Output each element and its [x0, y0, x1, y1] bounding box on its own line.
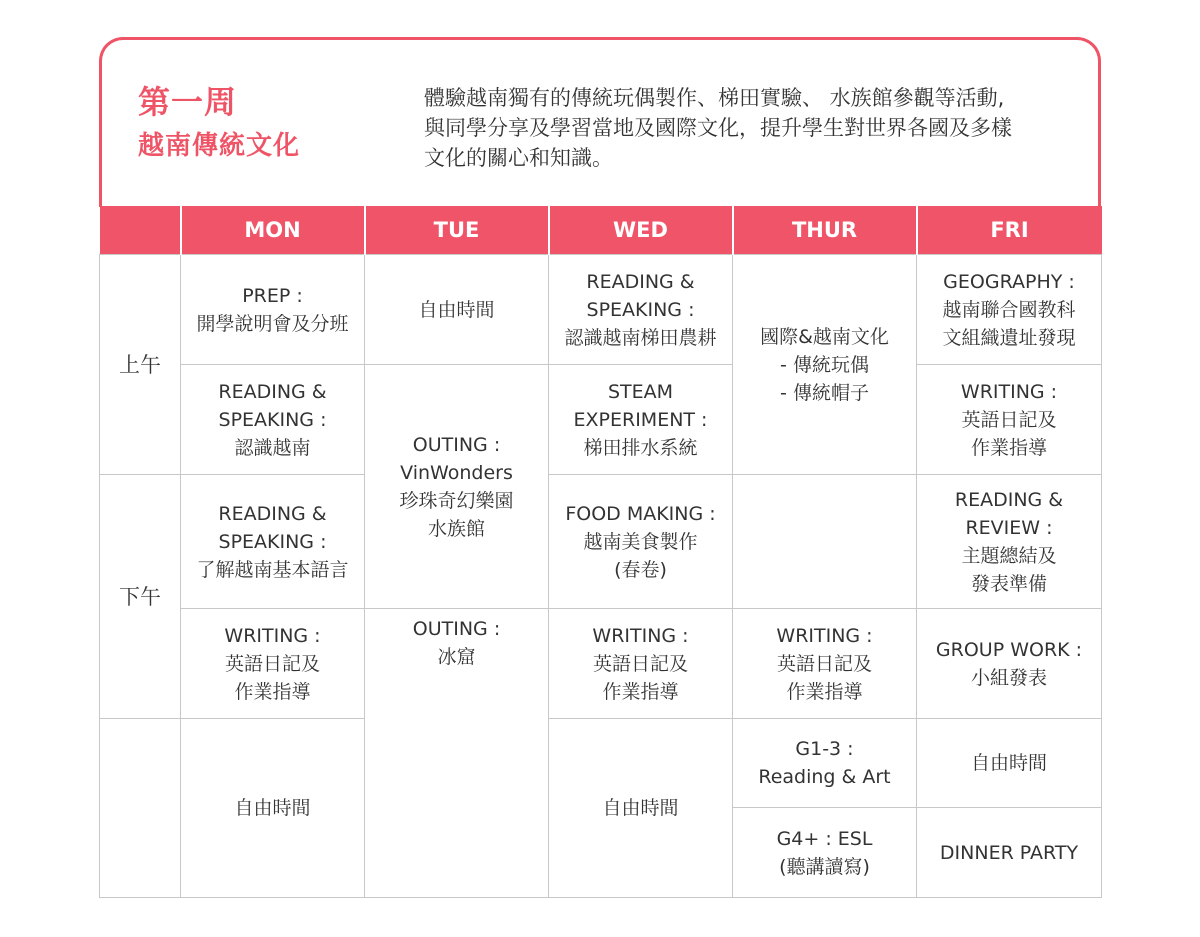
cell-fri-slot5a — [917, 719, 1102, 808]
cell-thur-morning — [733, 255, 917, 475]
schedule-row — [100, 475, 1102, 609]
description-line: 與同學分享及學習當地及國際文化，提升學生對世界各國及多樣 — [424, 116, 1012, 140]
cell-text-line: SPEAKING : — [218, 530, 327, 553]
cell-thur-slot4 — [733, 609, 917, 719]
cell-text-line: READING & — [218, 380, 327, 403]
cell-text-line: G4+ : ESL — [776, 827, 873, 850]
cell-text-line: SPEAKING : — [218, 408, 327, 431]
cell-text-line: 珍珠奇幻樂園 — [399, 489, 514, 512]
cell-text-line: 作業指導 — [602, 680, 679, 703]
cell-text-line: 越南聯合國教科 — [942, 298, 1076, 321]
cell-text-line: 作業指導 — [234, 680, 311, 703]
cell-text-line: 越南美食製作 — [583, 530, 698, 553]
cell-thur-slot5b — [733, 808, 917, 898]
cell-text-line: 發表準備 — [970, 572, 1047, 595]
cell-wed-slot4 — [549, 609, 733, 719]
cell-text-line: 水族館 — [427, 517, 485, 540]
cell-text-line: WRITING : — [224, 624, 321, 647]
cell-tue-outing-1 — [365, 365, 549, 609]
cell-text-line: READING & — [954, 488, 1064, 511]
cell-wed-slot5 — [549, 719, 733, 898]
cell-text-line: 作業指導 — [786, 680, 863, 703]
cell-tue-slot1 — [365, 255, 549, 365]
cell-text-line: 認識越南梯田農耕 — [564, 326, 717, 349]
cell-text-line: Reading & Art — [758, 766, 891, 788]
weekly-schedule-table — [99, 206, 1102, 898]
cell-tue-outing-2 — [365, 609, 549, 898]
cell-text-line: OUTING : — [412, 433, 501, 456]
cell-text-line: 認識越南 — [234, 436, 311, 459]
schedule-row — [100, 719, 1102, 808]
period-morning: 上午 — [100, 255, 181, 475]
cell-text-line: G1-3 : — [795, 738, 854, 760]
cell-text-line: SPEAKING : — [586, 298, 695, 321]
cell-text-line: WRITING : — [776, 624, 873, 647]
cell-text-line: 自由時間 — [418, 298, 495, 321]
corner-cell — [100, 206, 181, 255]
cell-mon-slot1 — [181, 255, 365, 365]
period-evening — [100, 719, 181, 898]
cell-text-line: 英語日記及 — [776, 652, 872, 675]
cell-text-line: (春卷) — [614, 558, 667, 581]
cell-text-line: GROUP WORK : — [935, 638, 1083, 661]
cell-text-line: (聽講讀寫) — [779, 855, 870, 878]
period-afternoon: 下午 — [100, 475, 181, 719]
cell-text-line: 作業指導 — [970, 436, 1047, 459]
day-header-tue: TUE — [365, 206, 549, 255]
cell-thur-slot5a — [733, 719, 917, 808]
cell-text-line: 自由時間 — [234, 797, 311, 819]
cell-text-line: WRITING : — [960, 380, 1058, 403]
cell-text-line: 英語日記及 — [961, 408, 1057, 431]
cell-text-line: 文組織遺址發現 — [942, 326, 1076, 349]
cell-text-line: STEAM — [607, 380, 674, 403]
cell-text-line: REVIEW : — [965, 516, 1053, 539]
cell-text-line: OUTING : — [412, 618, 501, 640]
cell-text-line: READING & — [218, 502, 327, 525]
cell-text-line: - 傳統玩偶 — [780, 353, 869, 376]
day-header-mon: MON — [181, 206, 365, 255]
cell-fri-slot4 — [917, 609, 1102, 719]
cell-mon-slot3 — [181, 475, 365, 609]
day-header-row — [100, 206, 1102, 255]
cell-text-line: 梯田排水系統 — [583, 436, 698, 459]
day-header-wed: WED — [549, 206, 733, 255]
cell-text-line: VinWonders — [400, 461, 513, 484]
cell-text-line: 冰窟 — [437, 646, 476, 668]
cell-text-line: 國際&越南文化 — [760, 325, 889, 348]
cell-fri-slot2 — [917, 365, 1102, 475]
cell-wed-slot2 — [549, 365, 733, 475]
week-description — [424, 83, 1074, 173]
cell-text-line: FOOD MAKING : — [565, 502, 716, 525]
description-line: 體驗越南獨有的傳統玩偶製作、梯田實驗、 水族館參觀等活動, — [424, 86, 1005, 110]
cell-text-line: 主題總結及 — [961, 544, 1057, 567]
cell-text-line: - 傳統帽子 — [780, 381, 869, 404]
cell-wed-slot1 — [549, 255, 733, 365]
cell-mon-slot5 — [181, 719, 365, 898]
cell-text-line: PREP : — [242, 284, 303, 307]
cell-fri-slot5b — [917, 808, 1102, 898]
day-header-thur: THUR — [733, 206, 917, 255]
cell-text-line: GEOGRAPHY : — [943, 270, 1075, 293]
cell-mon-slot2 — [181, 365, 365, 475]
cell-text-line: 了解越南基本語言 — [196, 558, 349, 581]
day-header-fri: FRI — [917, 206, 1102, 255]
schedule-row — [100, 609, 1102, 719]
cell-text-line: EXPERIMENT : — [573, 408, 708, 431]
schedule-row — [100, 255, 1102, 365]
cell-mon-slot4 — [181, 609, 365, 719]
cell-wed-slot3 — [549, 475, 733, 609]
description-line: 文化的關心和知識。 — [424, 146, 613, 170]
cell-text-line: 自由時間 — [970, 752, 1047, 774]
cell-text-line: 英語日記及 — [224, 652, 320, 675]
cell-text-line: 英語日記及 — [592, 652, 688, 675]
cell-text-line: 小組發表 — [970, 666, 1047, 689]
cell-text-line: READING & — [586, 270, 695, 293]
week-theme: 越南傳統文化 — [138, 131, 301, 161]
cell-thur-slot3 — [733, 475, 917, 609]
schedule-row — [100, 365, 1102, 475]
cell-text-line: DINNER PARTY — [939, 841, 1079, 864]
week-header-card — [99, 37, 1101, 207]
cell-text-line: 開學說明會及分班 — [196, 312, 349, 335]
cell-fri-slot3 — [917, 475, 1102, 609]
week-title: 第一周 — [138, 83, 238, 121]
cell-text-line: WRITING : — [592, 624, 689, 647]
cell-fri-slot1 — [917, 255, 1102, 365]
cell-text-line: 自由時間 — [602, 797, 679, 819]
